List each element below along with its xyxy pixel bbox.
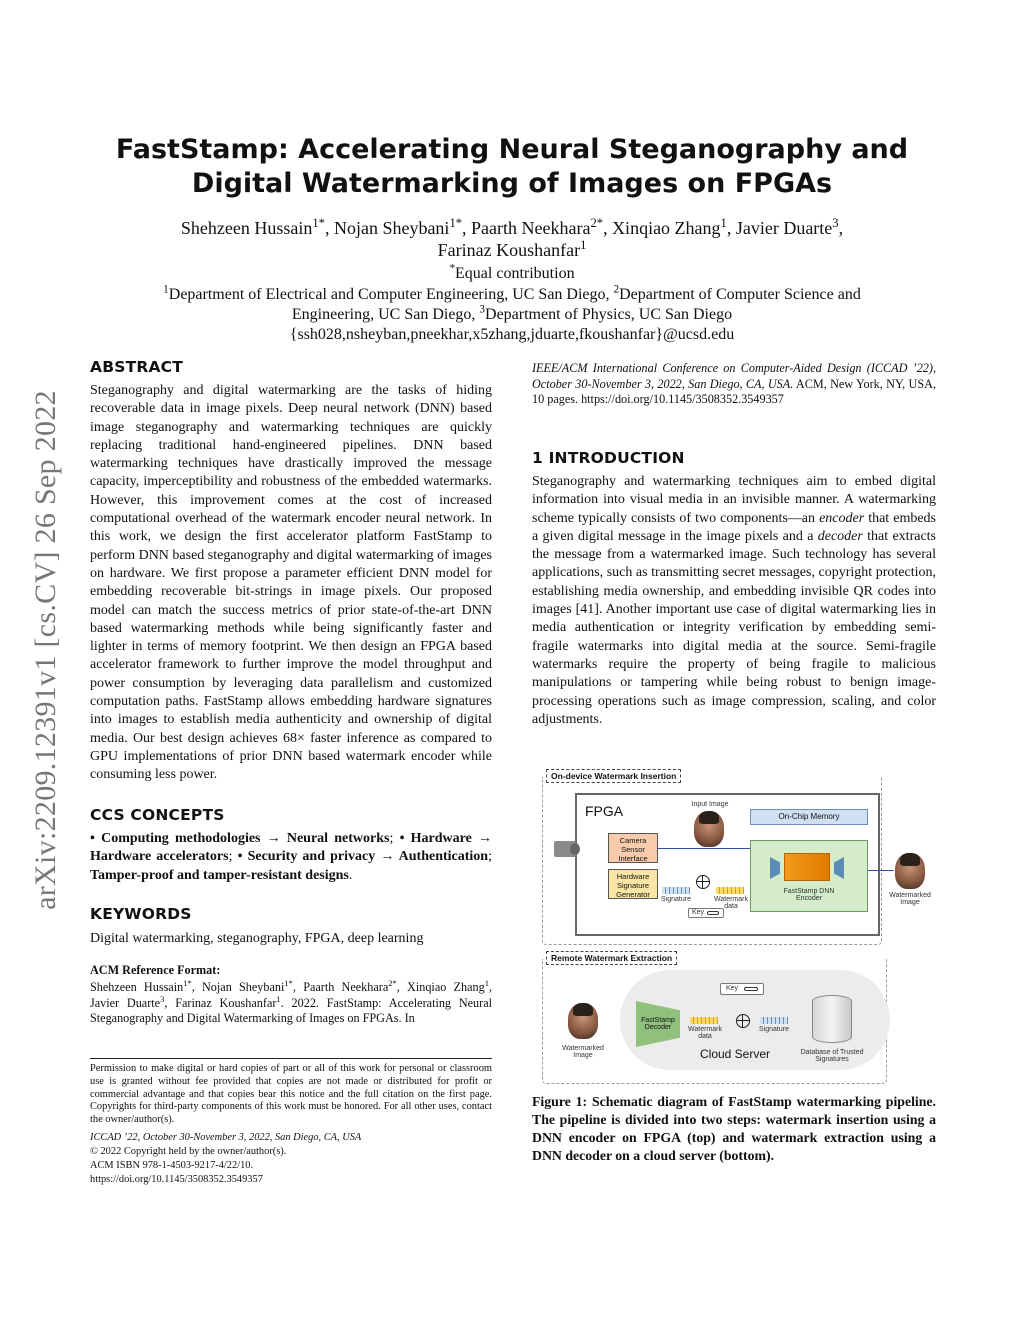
- author-mark: 1*: [449, 216, 463, 230]
- keywords-heading: KEYWORDS: [90, 905, 192, 923]
- ref-author: , Paarth Neekhara: [292, 980, 389, 994]
- database-icon: [812, 995, 852, 1043]
- ref-mark: 1: [276, 993, 281, 1004]
- ref-mark: 1*: [183, 977, 192, 988]
- ccs-sep: ;: [389, 831, 400, 846]
- ccs-sep: .: [348, 867, 353, 883]
- equal-contribution: [90, 264, 934, 283]
- encoder-cube-icon: [784, 853, 830, 881]
- remote-face-image: [568, 1003, 598, 1039]
- abstract-heading: ABSTRACT: [90, 358, 184, 376]
- ref-author: , Javier Duarte: [90, 980, 492, 1010]
- permission-footnote: Permission to make digital or hard copies of part or all of this work for personal or classroom use is granted without fee provided that copies are not made or distributed for profit or commercial advantage and that copies bear this notice and the full citation on the first page. Copyrights for third-party components of this work must be honored. For all other uses, contact the owner/author(s).: [90, 1063, 492, 1126]
- on-chip-memory-label: On-Chip Memory: [778, 812, 840, 821]
- xor-icon-h: [696, 881, 710, 882]
- affiliation: Department of Physics, UC San Diego: [485, 306, 733, 323]
- footnote-conf: ICCAD ’22, October 30-November 3, 2022, San Diego, CA, USA: [90, 1132, 362, 1143]
- author: , Paarth Neekhara: [462, 218, 591, 238]
- acm-ref-heading: ACM Reference Format:: [90, 963, 221, 977]
- ccs-sep: ;: [228, 849, 238, 865]
- author: , Javier Duarte: [726, 218, 833, 238]
- data-arrow: [658, 848, 750, 849]
- remote-watermark-label: Watermark data: [688, 1026, 722, 1040]
- remote-watermarked-label: Watermarked Image: [562, 1045, 604, 1059]
- affiliation: Department of Electrical and Computer Engineering, UC San Diego,: [168, 286, 614, 303]
- author: , Nojan Sheybani: [324, 218, 450, 238]
- ref-mark: 1*: [284, 977, 293, 988]
- affiliation: Department of Computer Science and: [619, 286, 861, 303]
- watermarked-image-label: Watermarked Image: [889, 892, 931, 906]
- camera-lens-icon: [570, 843, 580, 855]
- remote-xor-v: [742, 1014, 743, 1028]
- ref-author: , Farinaz Koushanfar: [164, 995, 277, 1010]
- input-image-label: Input Image: [691, 801, 729, 808]
- key-icon: [707, 911, 719, 915]
- author: Shehzeen Hussain: [180, 218, 313, 238]
- equal-text: Equal contribution: [455, 265, 575, 282]
- keywords-text: Digital watermarking, steganography, FPGA, deep learning: [90, 931, 424, 946]
- remote-key-icon: [744, 987, 758, 991]
- ccs-concepts: [90, 830, 492, 885]
- author-mark: 3: [832, 216, 839, 230]
- ref-mark: 3: [160, 993, 165, 1004]
- database-label: Database of Trusted Signatures: [800, 1049, 864, 1063]
- watermark-data-label: Watermark data: [714, 896, 748, 910]
- xor-icon: [696, 875, 710, 889]
- author-list: Shehzeen Hussain$^{1*}$, Nojan Sheybani$^{1*}$, Paarth Neekhara$^{2*}$, Xinqiao Zhang$^1$, Javier Duarte$^3$, Farinaz Koushanfar$^1$: [180, 216, 844, 260]
- remote-xor-h: [736, 1020, 750, 1021]
- xor-icon-v: [702, 875, 703, 889]
- ref-body: . 2022. FastStamp: Accelerating Neural Steganography and Digital Watermarking of Images on FPGAs. In: [90, 995, 492, 1025]
- remote-signature-bits: [760, 1017, 788, 1024]
- input-face-image: [694, 811, 724, 847]
- paper-title: FastStamp: Accelerating Neural Steganography and Digital Watermarking of Images on FPGAs: [115, 134, 909, 199]
- author-mark: 1: [580, 238, 587, 252]
- ccs-sep: ;: [488, 849, 492, 865]
- author-mark: 1: [720, 216, 727, 230]
- signature-bits: [662, 887, 690, 894]
- remote-signature-label: Signature: [759, 1026, 789, 1033]
- author: , Xinqiao Zhang: [603, 218, 721, 238]
- arxiv-id: arXiv:2209.12391v1 [cs.CV] 26 Sep 2022: [29, 390, 62, 910]
- figure-caption: Figure 1: Schematic diagram of FastStamp watermarking pipeline. The pipeline is divided into two steps: watermark insertion using a DNN encoder on FPGA (top) and watermark extraction using a DNN decoder on a cloud server (bottom).: [532, 1094, 936, 1163]
- author-mark: 1*: [312, 216, 325, 230]
- on-device-label: On-device Watermark Insertion: [546, 769, 681, 783]
- ccs-concept: • Computing methodologies → Neural networks: [90, 831, 390, 846]
- ref-mark: 2*: [388, 977, 397, 988]
- hw-signature-label: Hardware Signature Generator: [616, 872, 650, 899]
- star-mark: *: [449, 262, 456, 275]
- ref-author: , Xinqiao Zhang: [396, 980, 485, 994]
- intro-part: Steganography and watermarking techniques aim to embed digital information into visual media in an invisible manner. A watermarking scheme typically consists of two components—an: [532, 474, 936, 526]
- ref-author: , Nojan Sheybani: [191, 980, 285, 994]
- intro-term: decoder: [817, 528, 863, 544]
- decoder-label: FastStamp Decoder: [641, 1017, 675, 1031]
- aff-mark: 1: [163, 283, 169, 296]
- author: Farinaz Koushanfar: [437, 240, 581, 260]
- remote-key-label: Key: [725, 985, 739, 992]
- ref-author: Shehzeen Hussain: [90, 980, 184, 994]
- footnote-copyright: © 2022 Copyright held by the owner/author(s).: [90, 1146, 287, 1157]
- intro-part: that extracts the message from a watermarked image. Such technology has several applications, such as transmitting secret messages, copyright protection, establishing media ownership, and embedding invisible QR codes into images [41]. Another important use case of digital watermarking lies in media authentication or integrity verification by embedding semi-fragile watermarks into digital media at the source. Semi-fragile watermarks require the property of being fragile to malicious manipulations or tampering while being robust to benign image-processing operations such as image compression, scaling, and color adjustments.: [532, 528, 936, 727]
- acm-ref-continued: [532, 361, 936, 408]
- ccs-concept: Tamper-proof and tamper-resistant designs: [90, 867, 349, 883]
- affiliation-line-2: [90, 305, 934, 324]
- remote-label: Remote Watermark Extraction: [546, 951, 677, 965]
- fpga-label: FPGA: [585, 803, 624, 819]
- ccs-concept: • Hardware → Hardware accelerators: [90, 831, 493, 865]
- abstract-text: Steganography and digital watermarking are the tasks of hiding recoverable data in image pixels. Deep neural network (DNN) based image steganography and watermarking techniques are quickly replacing traditional hand-engineered pipelines. DNN based watermarking techniques have drastically improved the message capacity, imperceptibility and robustness of the embedded watermarks. However, this improvement comes at the cost of increased computational overhead of the watermark encoder neural network. In this work, we design the first accelerator platform FastStamp to perform DNN based steganography and digital watermarking of images on hardware. We first propose a parameter efficient DNN model for embedding recoverable bit-strings in image pixels. Our proposed model can match the success metrics of prior state-of-the-art DNN based watermarking methods while being significantly faster and lighter in terms of memory footprint. We then design an FPGA based accelerator framework to further improve the model throughput and power consumption by leveraging data parallelism and customized computation paths. FastStamp allows embedding hardware signatures into images to establish media authenticity and ownership of digital media. Our best design achieves 68× faster inference as compared to GPU implementations of prior DNN based watermark encoder while consuming less power.: [90, 383, 492, 783]
- affiliation: Engineering, UC San Diego,: [291, 306, 480, 323]
- key-label: Key: [691, 909, 705, 916]
- intro-term: encoder: [819, 510, 865, 526]
- aff-mark: 3: [479, 303, 486, 316]
- ref-venue: IEEE/ACM International Conference on Computer-Aided Design (ICCAD ’22), October 30-November 3, 2022, San Diego, CA, USA.: [532, 361, 936, 391]
- remote-watermark-bits: [690, 1017, 718, 1024]
- ref-mark: 1: [484, 977, 489, 988]
- footnote-isbn: ACM ISBN 978-1-4503-9217-4/22/10.: [90, 1160, 254, 1171]
- intro-part: that embeds a given digital message in the image pixels and a: [532, 510, 936, 544]
- footnote-rule: [90, 1058, 492, 1059]
- encoder-label: FastStamp DNN Encoder: [783, 888, 835, 902]
- remote-xor-icon: [736, 1014, 750, 1028]
- acm-ref-text: [90, 977, 492, 1027]
- ref-tail: ACM, New York, NY, USA, 10 pages. https://doi.org/10.1145/3508352.3549357: [532, 376, 936, 406]
- footnote-doi: https://doi.org/10.1145/3508352.3549357: [90, 1174, 263, 1185]
- watermarked-face-image: [895, 853, 925, 889]
- intro-text: [532, 473, 936, 729]
- ccs-concept: • Security and privacy → Authentication: [237, 849, 489, 865]
- output-arrow: [868, 870, 894, 871]
- aff-mark: 2: [613, 283, 620, 296]
- affiliation-line-1: [90, 285, 934, 304]
- cloud-server-label: Cloud Server: [699, 1047, 771, 1061]
- intro-heading: 1 INTRODUCTION: [532, 449, 685, 467]
- author-mark: 2*: [590, 216, 604, 230]
- arxiv-sidebar: [26, 355, 66, 945]
- ccs-heading: CCS CONCEPTS: [90, 806, 225, 824]
- figure-1: [540, 765, 940, 1085]
- signature-label: Signature: [661, 896, 691, 903]
- watermark-bits: [716, 887, 744, 894]
- emails: {ssh028,nsheyban,pneekhar,x5zhang,jduarte,fkoushanfar}@ucsd.edu: [289, 326, 735, 343]
- camera-sensor-label: Camera Sensor Interface: [618, 836, 648, 863]
